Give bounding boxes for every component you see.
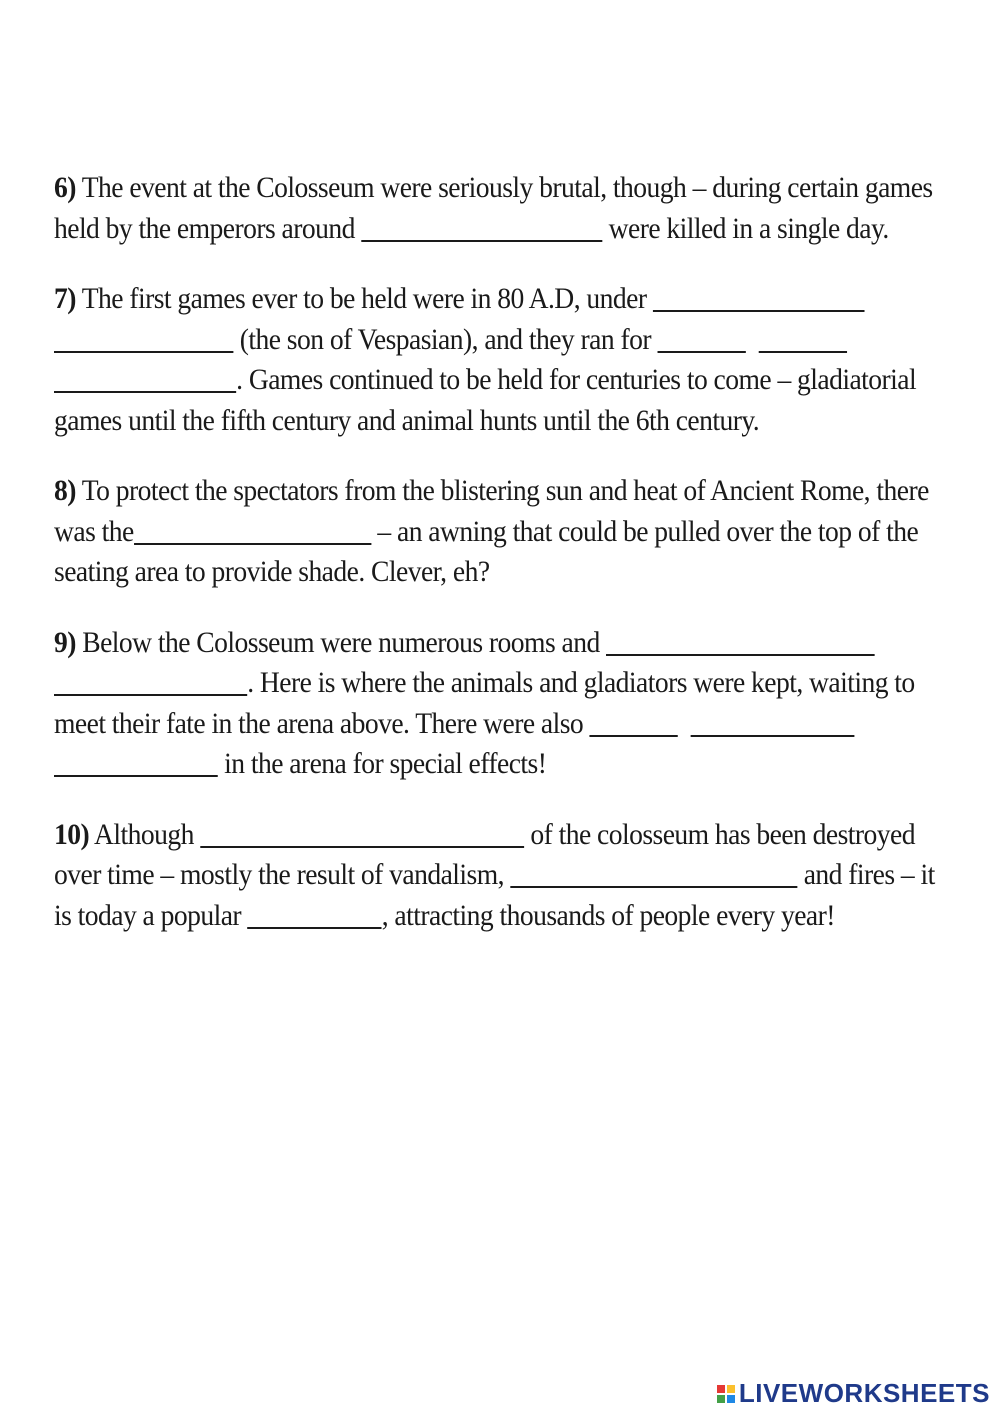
answer-blank[interactable] [590,711,678,737]
question-9 [54,623,937,785]
answer-blank[interactable] [200,822,524,848]
question-text: (the son of Vespasian), and they ran for [239,322,651,356]
brand-name: LIVEWORKSHEETS [738,1378,990,1408]
question-text: – an awning that could be pulled over the top of the seating area to provide shade. Clever, eh? [54,514,919,588]
question-number: 6) [54,171,76,204]
logo-square [727,1395,735,1403]
question-number: 8) [54,474,76,507]
answer-blank[interactable] [247,903,381,929]
answer-blank[interactable] [134,519,371,545]
answer-blank[interactable] [54,751,218,777]
question-7 [54,279,937,441]
answer-blank[interactable] [606,630,875,656]
question-text: were killed in a single day. [608,211,889,245]
question-6 [54,168,937,249]
question-text: of the colosseum has been destroyed over time – mostly the result of vandalism, [54,817,915,891]
answer-blank[interactable] [54,367,236,393]
question-number: 9) [54,625,76,659]
answer-blank[interactable] [54,670,247,696]
answer-blank[interactable] [510,862,797,888]
logo-icon [717,1385,735,1403]
worksheet [54,168,934,966]
question-text: in the arena for special effects! [224,747,547,780]
question-text: . Games continued to be held for centuries to come – gladiatorial games until the fifth century and animal hunts until the 6th century. [54,363,917,437]
question-text: The event at the Colosseum were seriously brutal, though – during certain games held by the emperors around [54,171,933,245]
question-number: 7) [54,282,76,315]
question-number: 10) [54,817,90,851]
answer-blank[interactable] [54,327,233,353]
logo-square [717,1395,725,1403]
answer-blank[interactable] [657,327,745,353]
answer-blank[interactable] [361,216,602,242]
question-10 [54,815,937,937]
question-text: To protect the spectators from the blistering sun and heat of Ancient Rome, there was the [54,474,929,548]
answer-blank[interactable] [691,711,855,737]
question-text: , attracting thousands of people every year! [381,898,835,932]
question-text: Although [93,817,194,851]
logo-square [727,1385,735,1393]
question-text: Below the Colosseum were numerous rooms and [82,625,600,659]
liveworksheets-logo [717,1378,990,1409]
question-text: . Here is where the animals and gladiators were kept, waiting to meet their fate in the arena above. There were also [54,666,915,740]
answer-blank[interactable] [759,327,847,353]
answer-blank[interactable] [653,286,865,312]
question-8 [54,471,937,593]
logo-square [717,1385,725,1393]
question-text: The first games ever to be held were in 80 A.D, under [81,282,647,315]
question-text: and fires – it is today a popular [54,858,935,932]
